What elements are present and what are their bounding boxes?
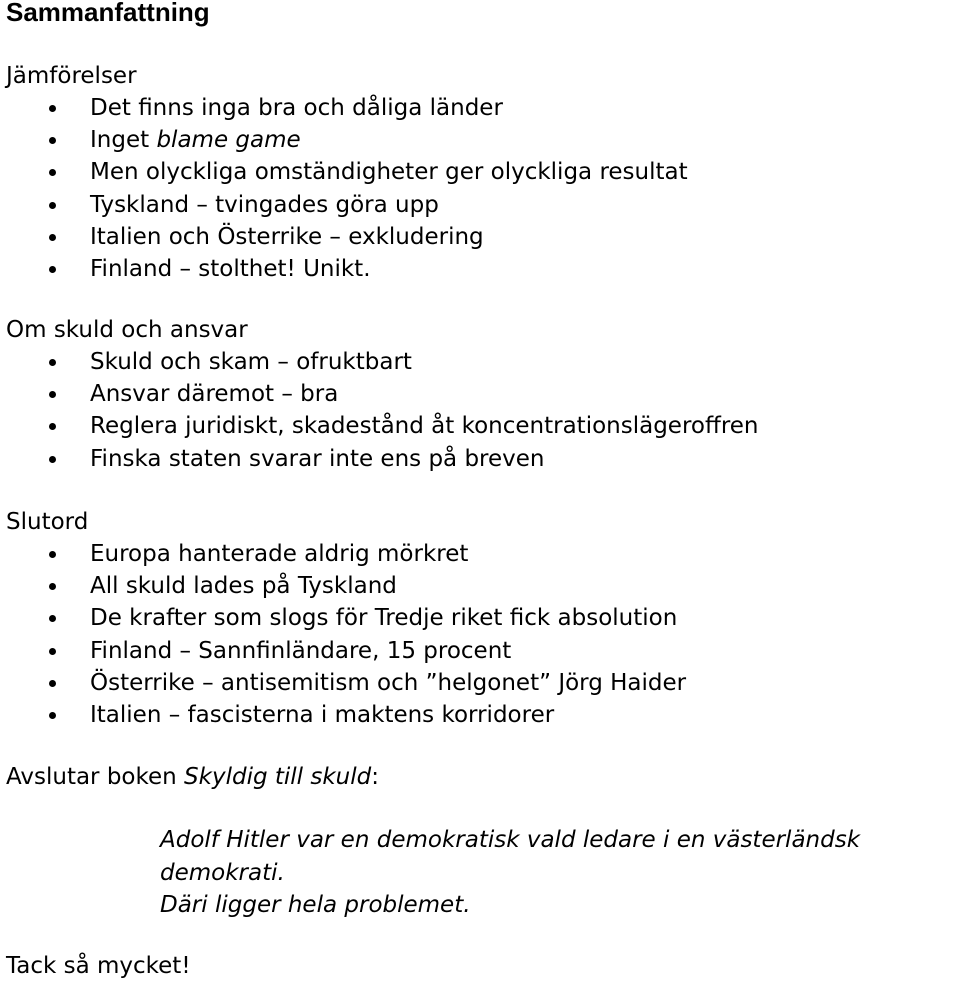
list-item: Tyskland – tvingades göra upp <box>0 190 688 222</box>
book-title: Skyldig till skuld <box>184 764 372 790</box>
bullet-list-jamforelser <box>0 93 688 286</box>
bullet-icon <box>49 648 56 655</box>
page-title: Sammanfattning <box>6 0 210 27</box>
section-heading-skuld-ansvar: Om skuld och ansvar <box>6 317 248 343</box>
closing-quote <box>160 824 860 922</box>
list-item: Men olyckliga omständigheter ger olyckliga resultat <box>0 157 688 189</box>
bullet-icon <box>49 456 56 463</box>
list-item: Italien – fascisterna i maktens korridorer <box>0 700 686 732</box>
bullet-icon <box>49 712 56 719</box>
bullet-list-skuld-ansvar <box>0 347 759 476</box>
list-item: Skuld och skam – ofruktbart <box>0 347 759 379</box>
section-heading-slutord: Slutord <box>6 509 89 535</box>
section-heading-jamforelser: Jämförelser <box>6 63 137 89</box>
bullet-list-slutord <box>0 539 686 732</box>
quote-line: demokrati. <box>160 859 285 886</box>
bullet-icon <box>49 105 56 112</box>
list-item: De krafter som slogs för Tredje riket fick absolution <box>0 603 686 635</box>
bullet-icon <box>49 391 56 398</box>
bullet-icon <box>49 551 56 558</box>
list-item: All skuld lades på Tyskland <box>0 571 686 603</box>
list-item: Finland – stolthet! Unikt. <box>0 254 688 286</box>
bullet-icon <box>49 234 56 241</box>
list-item: Finland – Sannfinländare, 15 procent <box>0 636 686 668</box>
quote-line: Adolf Hitler var en demokratisk vald ledare i en västerländsk <box>160 827 861 853</box>
bullet-icon <box>49 680 56 687</box>
bullet-icon <box>49 359 56 366</box>
bullet-icon <box>49 137 56 144</box>
list-item: Finska staten svarar inte ens på breven <box>0 444 759 476</box>
list-item: Ansvar däremot – bra <box>0 379 759 411</box>
quote-line: Däri ligger hela problemet. <box>160 892 471 918</box>
bullet-icon <box>49 169 56 176</box>
list-item: Reglera juridiskt, skadestånd åt koncentrationslägeroffren <box>0 411 759 443</box>
thanks-text: Tack så mycket! <box>6 953 191 979</box>
bullet-icon <box>49 266 56 273</box>
bullet-icon <box>49 583 56 590</box>
list-item: Österrike – antisemitism och ”helgonet” Jörg Haider <box>0 668 686 700</box>
bullet-icon <box>49 423 56 430</box>
list-item: Inget blame game <box>0 125 688 157</box>
list-item: Italien och Österrike – exkludering <box>0 222 688 254</box>
list-item: Europa hanterade aldrig mörkret <box>0 539 686 571</box>
closing-line: Avslutar boken Skyldig till skuld: <box>6 764 379 790</box>
bullet-icon <box>49 202 56 209</box>
list-item: Det finns inga bra och dåliga länder <box>0 93 688 125</box>
bullet-icon <box>49 615 56 622</box>
